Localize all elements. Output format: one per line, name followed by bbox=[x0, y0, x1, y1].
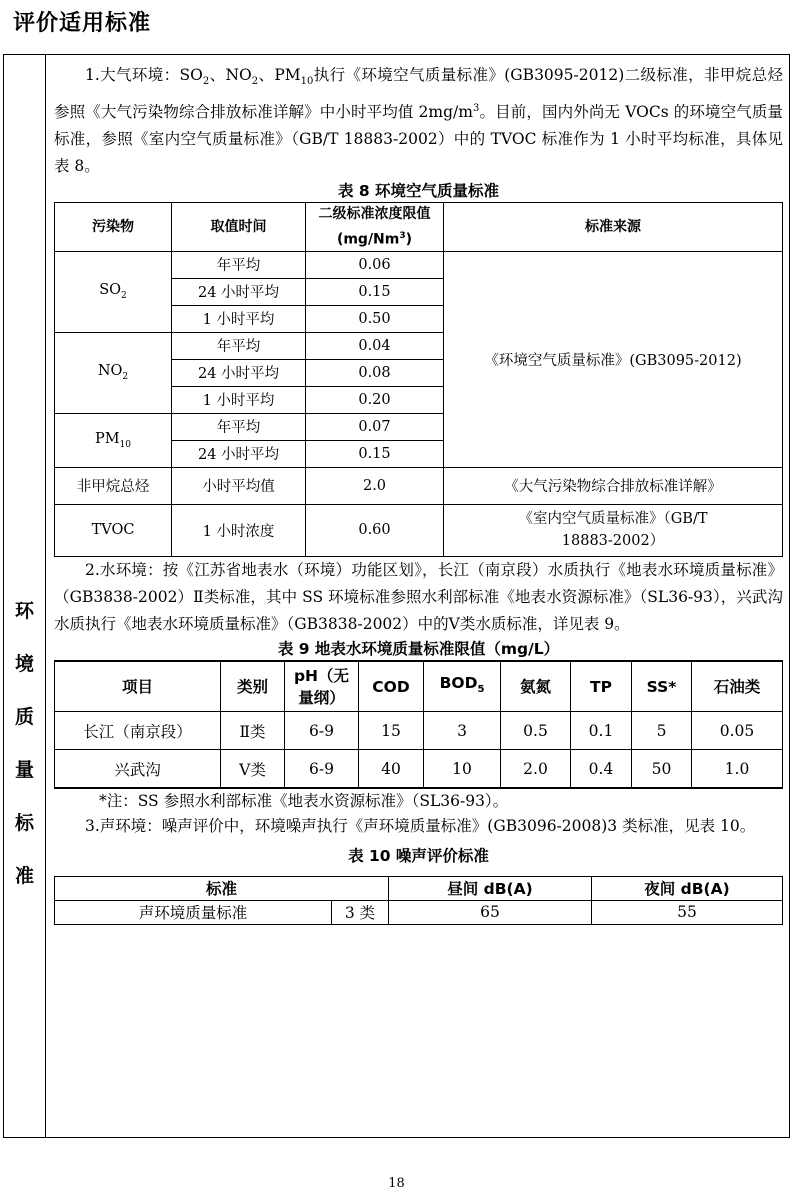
air-paragraph: 1.大气环境：$SO_2$、$NO_2$、$PM_{10}$执行《环境空气质量标准》(GB3095-2012)二级标准，非甲烷总烃参照《大气污染物综合排放标准详解》中小时平均值 $2mg/m^3$。目前，国内外尚无 VOCs 的环境空气质量标准，参照《室内空气质量标准》（GB/T 18883-2002）中的 TVOC 标准作为 1 小时平均标准，具体见表 8。 bbox=[54, 66, 783, 176]
so2-cell: $SO_2$ bbox=[55, 251, 172, 332]
gb3095-source-cell: 《环境空气质量标准》(GB3095-2012) bbox=[444, 251, 783, 467]
table-row: 兴武沟 Ⅴ类 6-9 40 10 2.0 0.4 50 1.0 bbox=[55, 750, 783, 788]
surface-water-table bbox=[54, 660, 783, 789]
table-row: 24 小时平均 0.08 bbox=[55, 359, 783, 386]
table-row: 长江（南京段） Ⅱ类 6-9 15 3 0.5 0.1 5 0.05 bbox=[55, 712, 783, 750]
table10-caption: 表 10 噪声评价标准 bbox=[348, 846, 489, 865]
table-row: 非甲烷总烃 小时平均值 2.0 《大气污染物综合排放标准详解》 bbox=[55, 467, 783, 504]
side-char: 标 bbox=[14, 812, 34, 834]
page-number: 18 bbox=[388, 1176, 405, 1191]
water-paragraph: 2.水环境：按《江苏省地表水（环境）功能区划》，长江（南京段）水质执行《地表水环境质量标准》（GB3838-2002）Ⅱ类标准，其中 SS 环境标准参照水利部标准《地表水资源标准》（SL36-93），兴武沟水质执行《地表水环境质量标准》（GB3838-2002）中的Ⅴ类水质标准，详见表 9。 bbox=[54, 560, 783, 633]
col-time: 取值时间 bbox=[172, 203, 306, 252]
pm10-cell: $PM_{10}$ bbox=[55, 413, 172, 467]
col-pollutant: 污染物 bbox=[55, 203, 172, 252]
table-row: 24 小时平均 0.15 bbox=[55, 278, 783, 305]
air-quality-table bbox=[54, 202, 783, 557]
table-header-row: 标准 昼间 dB(A) 夜间 dB(A) bbox=[55, 876, 783, 900]
col-ph: pH（无 量纲） bbox=[285, 661, 359, 712]
side-char: 境 bbox=[14, 653, 34, 675]
table-row: 24 小时平均 0.15 bbox=[55, 440, 783, 467]
no2-cell: $NO_2$ bbox=[55, 332, 172, 413]
table-row: $PM_{10}$ 年平均 0.07 bbox=[55, 413, 783, 440]
side-char: 环 bbox=[14, 600, 34, 622]
table-row: $SO_2$ 年平均 0.06 《环境空气质量标准》(GB3095-2012) bbox=[55, 251, 783, 278]
table-row: TVOC 1 小时浓度 0.60 《室内空气质量标准》（GB/T 18883-2002） bbox=[55, 504, 783, 556]
table-row: $NO_2$ 年平均 0.04 bbox=[55, 332, 783, 359]
table9-caption: 表 9 地表水环境质量标准限值（mg/L） bbox=[277, 639, 560, 658]
table-row: 1 小时平均 0.50 bbox=[55, 305, 783, 332]
table-row: 1 小时平均 0.20 bbox=[55, 386, 783, 413]
side-char: 准 bbox=[14, 865, 34, 887]
ss-footnote: *注：SS 参照水利部标准《地表水资源标准》（SL36-93）。 bbox=[98, 791, 509, 810]
tvoc-source-cell: 《室内空气质量标准》（GB/T 18883-2002） bbox=[444, 504, 783, 556]
content-area bbox=[54, 62, 783, 925]
side-label bbox=[4, 585, 45, 903]
table8-caption: 表 8 环境空气质量标准 bbox=[337, 182, 500, 201]
noise-table bbox=[54, 876, 783, 925]
col-bod: $BOD_5$ bbox=[424, 661, 501, 712]
side-char: 量 bbox=[14, 759, 34, 781]
page-title: 评价适用标准 bbox=[13, 11, 152, 36]
side-char: 质 bbox=[14, 706, 34, 728]
table-header-row bbox=[55, 203, 783, 252]
col-limit: 二级标准浓度限值(mg/Nm$^3$) bbox=[306, 203, 444, 252]
table-header-row: 项目 类别 pH（无 量纲） COD $BOD_5$ 氨氮 TP SS* 石油类 bbox=[55, 661, 783, 712]
frame-divider bbox=[45, 55, 46, 1137]
table-row: 声环境质量标准 3 类 65 55 bbox=[55, 900, 783, 924]
col-source: 标准来源 bbox=[444, 203, 783, 252]
noise-paragraph: 3.声环境：噪声评价中，环境噪声执行《声环境质量标准》(GB3096-2008)3 类标准，见表 10。 bbox=[85, 816, 756, 835]
